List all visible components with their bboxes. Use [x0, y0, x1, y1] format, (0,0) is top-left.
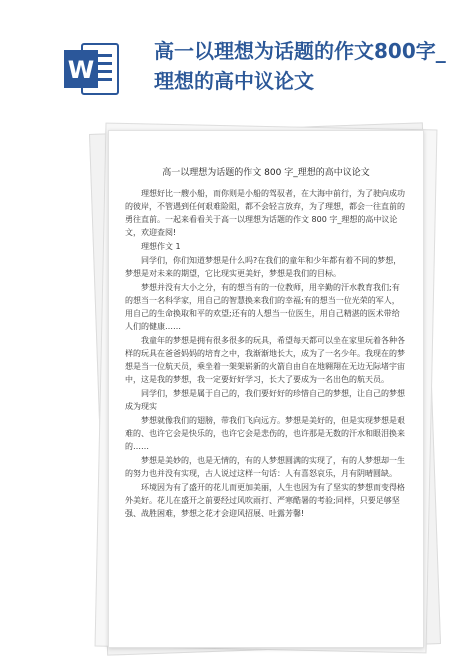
- svg-text:W: W: [67, 56, 95, 84]
- word-doc-icon: [62, 40, 120, 98]
- document-page: [108, 130, 424, 648]
- document-body: [125, 187, 407, 521]
- paragraph: 梦想并没有大小之分，有的想当有的一位教师，用辛勤的汗水教育我们;有的想当一名科学家，用自己的智慧换来我们的幸福;有的想当一位光荣的军人，用自己的生命换取和平的欢望;还有的人想当一位医生，用自己精湛的医术带给人们的健康……: [125, 283, 400, 331]
- paragraph: 梦想就像我们的翅膀，带我们飞向远方。梦想是美好的，但是实现梦想是艰难的、也许它会是快乐的，也许它会是悲伤的，也许那是无数的汗水和眼泪换来的……: [125, 416, 405, 451]
- paragraph: 理想作文 1: [141, 242, 181, 251]
- banner-title: 高一以理想为话题的作文800字_理想的高中议论文: [154, 39, 446, 93]
- paragraph: 理想好比一艘小船，而你则是小船的驾驭者，在大海中前行，为了驶向成功的彼岸，不管遇到任何艰难险阻，都不会轻言放弃，为了理想，都会一往直前的勇往直前。一起来看看关于高一以理想为话题的作文 800 字_理想的高中议论文，欢迎查阅!: [125, 189, 405, 237]
- paragraph: 梦想是美妙的，也是无情的，有的人梦想圆满的实现了，有的人梦想却一生的努力也并没有实现，古人说过这样一句话：人有喜怒哀乐，月有阴晴圆缺。: [125, 456, 405, 478]
- paragraph: 同学们，梦想是属于自己的，我们要好好的珍惜自己的梦想，让自己的梦想成为现实: [125, 389, 405, 411]
- document-title: 高一以理想为话题的作文 800 字_理想的高中议论文: [162, 168, 370, 178]
- paragraph: 我童年的梦想是拥有很多很多的玩具，希望每天都可以坐在家里玩着各种各样的玩具在爸爸妈妈的培育之中，我渐渐地长大，成为了一名少年。我现在的梦想是当一位航天员，乘坐着一架架崭新的火箭自由自在地翱翔在无边无际堵宇宙中，这是我的梦想，我一定要好好学习，长大了要成为一名出色的航天员。: [125, 336, 405, 384]
- banner: [0, 0, 474, 130]
- paragraph: 环境因为有了盛开的花儿而更加美丽，人生也因为有了坚实的梦想而变得格外美好。花儿在盛开之前要经过风吹雨打、严寒酷暑的考验;同样，只要足够坚强、战胜困难，梦想之花才会迎风招展、吐露芳馨!: [125, 483, 405, 518]
- paragraph: 同学们，你们知道梦想是什么吗?在我们的童年和少年都有着不同的梦想，梦想是对未来的期望，它比现实更美好，梦想是我们的目标。: [125, 256, 402, 278]
